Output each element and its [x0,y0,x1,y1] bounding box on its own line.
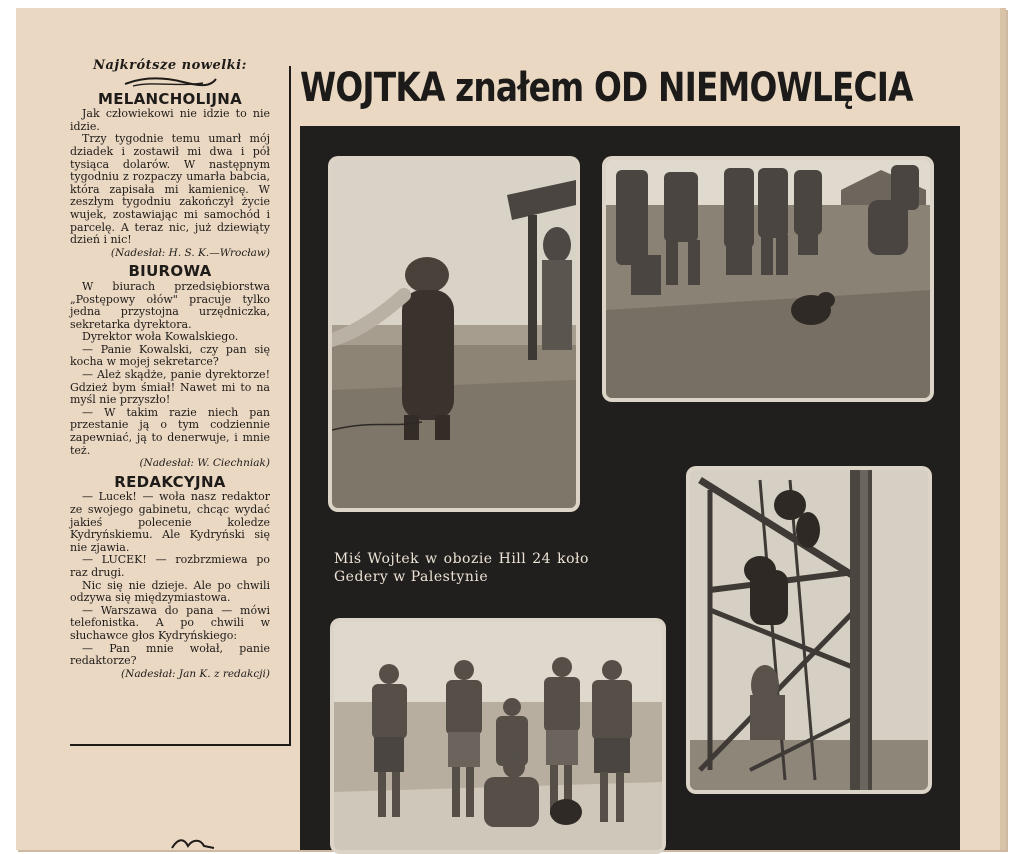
short-stories-column [70,60,270,680]
story-paragraph: — Lucek! — woła nasz redaktor ze swojego gabinetu, chcąc wydać jakieś polecenie koledze Kydryńskiemu. Ale Kydryński się nie zjawia. [70,490,270,554]
story-paragraph: — W takim razie niech pan przestanie ją o tym codziennie zapewniać, ją to denerwuje, i mnie też. [70,405,270,457]
photo-soldiers-group [330,618,666,854]
story-paragraph: Trzy tygodnie temu umarł mój dziadek i zostawił mi dwa i pół tysiąca dolarów. W następnym tygodniu z rozpaczy umarła babcia, która zapisała mi kamienicę. W zeszłym tygodniu zakończył życie wujek, zostawiając mi samochód i parcelę. A teraz nic, już dziewiąty dzień i nic! [70,132,270,247]
column-divider [289,66,291,746]
photo-bear-standing [328,156,580,512]
ornament-swash [123,75,218,89]
page-edge [1000,8,1006,850]
story-title: MELANCHOLIJNA [98,89,242,108]
story-paragraph: — Ależ skądże, panie dyrektorze! Gdzież bym śmiał! Nawet mi to na myśl nie przyszło! [70,368,270,407]
soldiers-group-image [334,622,662,850]
story-paragraph: Nic się nie dzieje. Ale po chwili odzywa się międzymiastowa. [70,578,270,605]
bear-standing-image [332,160,576,508]
bear-climbing-image [690,470,928,790]
decorative-mark [170,836,216,850]
column-bottom-rule [70,744,291,746]
story-title: BIUROWA [128,262,212,281]
photo-soldiers-with-bear [602,156,934,402]
story-title: REDAKCYJNA [114,472,226,491]
story-signature: (Nadesłał: Jan K. z redakcji) [121,667,270,680]
photo-bear-climbing [686,466,932,794]
story-paragraph: Jak człowiekowi nie idzie to nie idzie. [70,107,270,133]
story-paragraph: — Pan mnie wołał, panie redaktorze? [70,641,270,668]
article-headline: WOJTKA znałem OD NIEMOWLĘCIA [300,65,913,111]
series-title: Najkrótsze nowelki: [93,58,247,73]
story-paragraph: — LUCEK! — rozbrzmiewa po raz drugi. [70,553,270,579]
photo-caption: Miś Wojtek w obozie Hill 24 koło Gedery w Palestynie [334,551,589,585]
story-biurowa [70,262,270,470]
story-paragraph: Dyrektor woła Kowalskiego. [82,330,239,344]
story-paragraph: — Panie Kowalski, czy pan się kocha w mojej sekretarce? [70,342,270,369]
story-melancholijna [70,89,270,260]
story-signature: (Nadesłał: H. S. K.—Wrocław) [110,246,270,259]
soldiers-bear-image [606,160,930,398]
story-paragraph: W biurach przedsiębiorstwa „Postępowy ołów" pracuje tylko jedna przystojna urzędniczka, sekretarka dyrektora. [70,279,270,331]
story-redakcyjna [70,472,270,681]
story-signature: (Nadesłał: W. Ciechniak) [139,457,270,470]
story-paragraph: — Warszawa do pana — mówi telefonistka. A po chwili w słuchawce głos Kydryńskiego: [70,603,270,642]
